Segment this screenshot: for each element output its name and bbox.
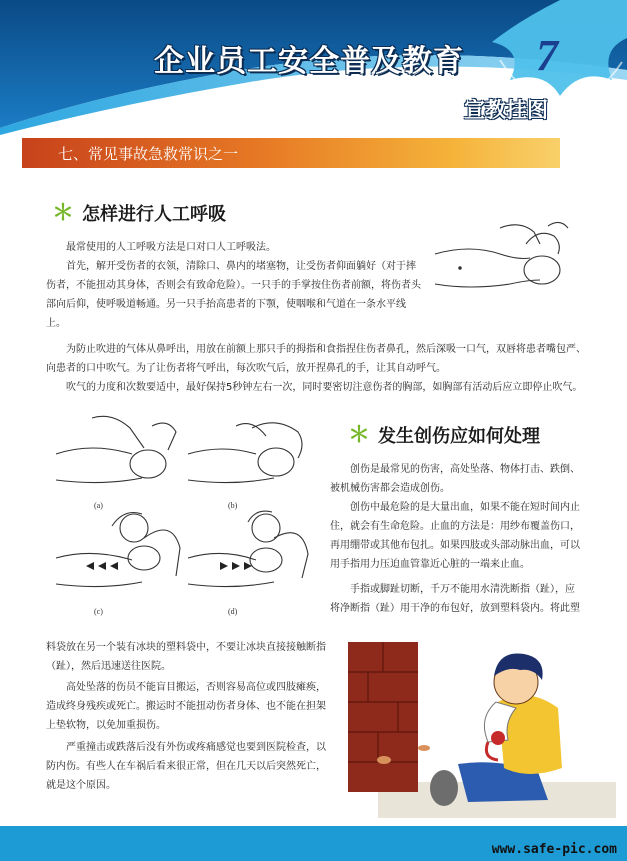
wound-paragraph-4: 料袋放在另一个装有冰块的塑料袋中，不要让冰块直接接触断指（趾），然后迅速送往医院。 [46,642,326,672]
cpr-head-tilt-illustration [430,214,570,306]
cpr-step-d-figure [188,511,308,586]
star-bullet-icon: ＊ [52,201,75,226]
figure-label-c: (c) [94,607,103,616]
poster-footer [0,826,627,861]
poster-header [0,0,627,135]
figure-label-b: (b) [228,501,238,510]
wound-paragraph-5: 高处坠落的伤员不能盲目搬运，否则容易高位或四肢瘫痪，造成终身残疾或死亡。搬运时不能扭动伤者身体、也不能在担架上垫软物，以免加重损伤。 [46,682,326,731]
injured-worker-illustration [348,632,616,818]
site-url[interactable]: www.safe-pic.com [491,842,617,857]
airflow-arrows-icon [86,562,252,570]
cpr-heading [52,196,226,227]
section-band [22,138,560,168]
cpr-step-c-figure [56,513,180,587]
wound-paragraph-6: 严重撞击或跌落后没有外伤或疼痛感觉也要到医院检查，以防内伤。有些人在车祸后看来很正常，但在几天以后突然死亡，就是这个原因。 [46,742,326,791]
figure-label-d: (d) [228,607,238,616]
wound-paragraph-2: 创伤中最危险的是大量出血，如果不能在短时间内止住，就会有生命危险。止血的方法是：用纱布覆盖伤口，再用绷带或其他布包扎。如果四肢或头部动脉出血，可以用手指用力压迫血管靠近心脏的一端来止血。 [330,502,580,570]
issue-number: 7 [536,31,558,80]
cpr-paragraph-1: 最常使用的人工呼吸方法是口对口人工呼吸法。 [66,242,276,253]
cpr-paragraph-2: 首先，解开受伤者的衣领，清除口、鼻内的堵塞物，让受伤者仰面躺好（对于摔伤者，不能扭动其身体，否则会有致命危险）。一只手的手掌按住伤者前额，将伤者头部向后仰，使呼吸道畅通。另一只手抬高患者的下颚，使咽喉和气道在一条水平线上。 [46,261,421,329]
wound-paragraph-3: 手指或脚趾切断，千万不能用水清洗断指（趾），应将净断指（趾）用干净的布包好，放到塑料袋内。将此塑 [330,584,580,614]
cpr-paragraph-4: 吹气的力度和次数要适中，最好保持5秒钟左右一次，同时要密切注意伤者的胸部，如胸部有活动后应立即停止吹气。 [66,382,583,393]
cpr-step-b-figure [188,423,302,483]
poster-tag: 宣教挂图 [464,98,548,122]
section-title: 七、常见事故急救常识之一 [58,145,239,163]
cpr-paragraph-3: 为防止吹进的气体从鼻呼出，用放在前额上那只手的拇指和食指捏住伤者鼻孔，然后深吸一口气，双唇将患者嘴包严、向患者的口中吹气。为了让伤者将气呼出，每次吹气后，放开捏鼻孔的手，让其自动呼气。 [46,344,586,374]
wound-paragraph-1: 创伤是最常见的伤害，高处坠落、物体打击、跌倒、被机械伤害都会造成创伤。 [330,464,580,494]
cpr-step-a-figure [56,416,176,482]
wound-heading-text: 发生创伤应如何处理 [378,426,541,447]
cpr-heading-text: 怎样进行人工呼吸 [82,204,227,225]
wound-heading [348,418,540,449]
poster-title: 企业员工安全普及教育 [154,44,464,79]
cpr-steps-illustration [52,408,314,620]
figure-label-a: (a) [94,501,103,510]
star-bullet-icon: ＊ [348,423,371,448]
